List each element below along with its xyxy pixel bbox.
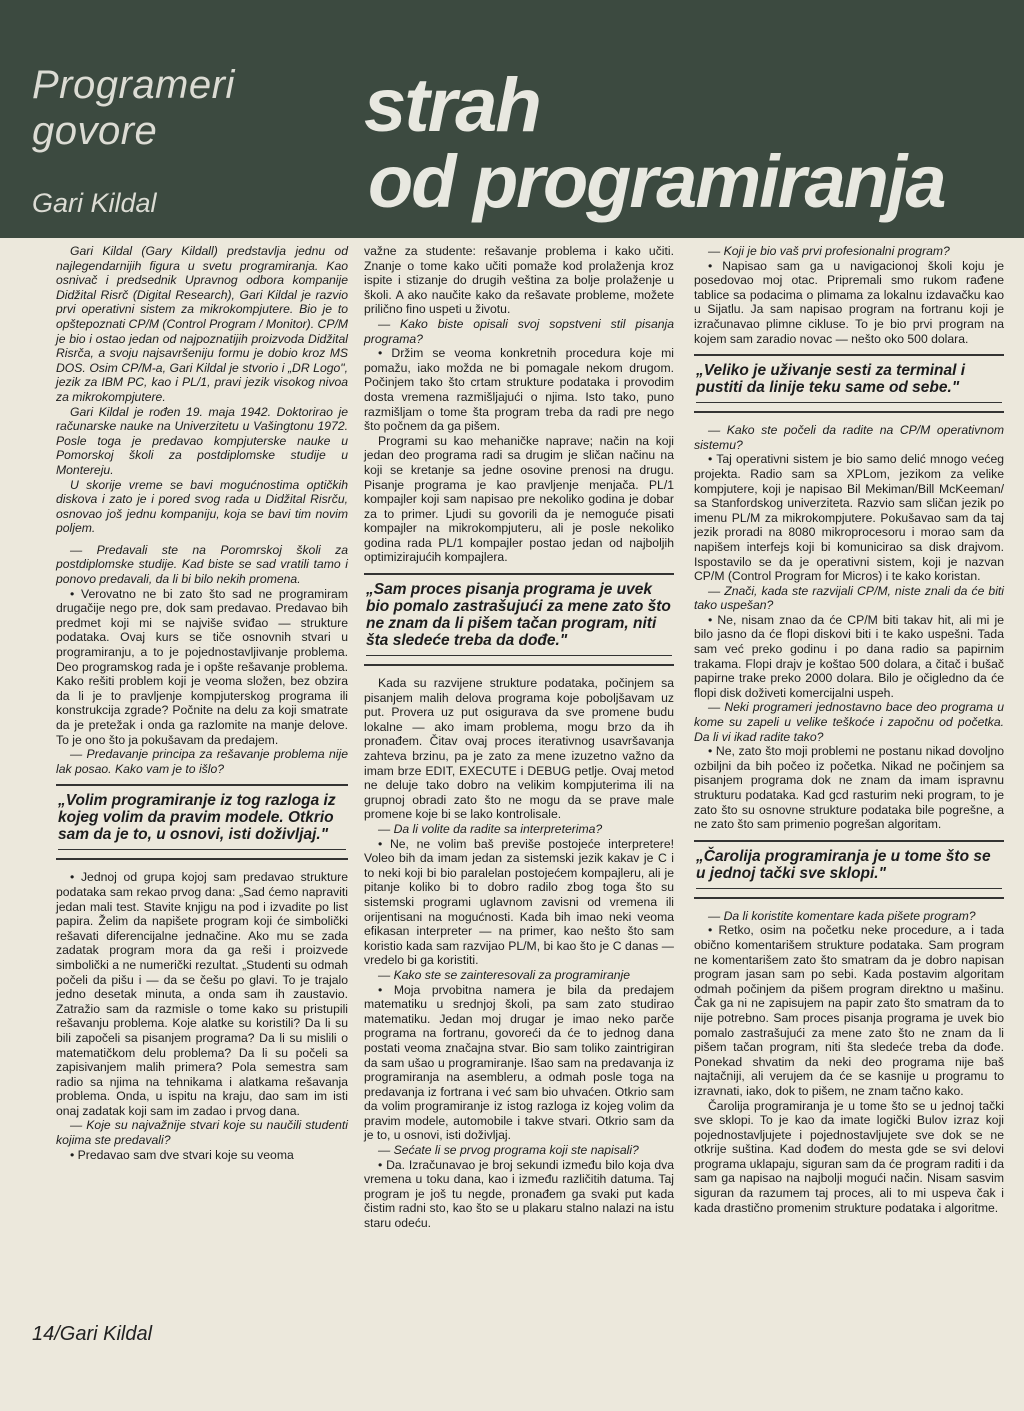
interview-question: — Kako ste počeli da radite na CP/M operativnom sistemu?	[694, 423, 1004, 452]
pull-quote: „Čarolija programiranja je u tome što se u jednoj tački sve sklopi."	[694, 840, 1004, 899]
interview-question: — Koji je bio vaš prvi profesionalni program?	[708, 244, 950, 258]
interview-question: — Kako biste opisali svoj sopstveni stil pisanja programa?	[364, 316, 674, 346]
interview-answer: • Moja prvobitna namera je bila da predajem matematiku u srednjoj školi, pa sam zato studirao matematiku. Jedan moj drugar je imao neko parče programa na fortranu, govoreći da će to jednog dana postati veoma značajna stvar. Bio sam toliko zaintrigiran da sam ušao u programiranje. Išao sam na predavanja iz programiranja na asembleru, a odmah posle toga na predavanja iz fortrana i već sam bio uhvaćen. Otkrio sam da volim programiranje iz istog razloga iz kojeg volim da pravim modele, automobile i takve stvari. Otkrio sam da je to, u osnovi, isti doživljaj.	[364, 982, 674, 1143]
interview-question: — Predavanje principa za rešavanje problema nije lak posao. Kako vam je to išlo?	[56, 747, 348, 776]
interview-answer: • Da. Izračunavao je broj sekundi između bilo koja dva vremena u toku dana, kao i između različitih datuma. Taj program je još tu negde, pronađem ga svaki put kada čistim radni sto, kao što se u plakaru stalno nalazi na istu staru odeću.	[364, 1157, 674, 1231]
header-author: Gari Kildal	[32, 188, 157, 218]
interview-answer: • Predavao sam dve stvari koje su veoma	[70, 1147, 294, 1162]
intro-paragraph: U skorije vreme se bavi mogućnostima optičkih diskova i zato je i pored svog rada u Didžital Risrču, osnovao još jednu kompaniju, koja se bavi tim novim poljem.	[56, 477, 348, 536]
interview-answer: Čarolija programiranja je u tome što se u jednoj tački sve sklopi. To je kao da imate logički Bulov izraz koji pojednostavljujete i pojednostavljujete sve dok se ne otkrije suština. Kad dođem do mesta gde se svi delovi programa uklapaju, siguran sam da će program raditi i da sam ga napisao na najbolji mogući način. Nisam sasvim siguran da razumem taj proces, ali to mi uspeva čak i kada drastično promenim strukture podataka i algoritme.	[694, 1098, 1004, 1215]
pull-quote: „Sam proces pisanja programa je uvek bio pomalo zastrašujući za mene zato što ne znam da li pišem tačan program, niti šta sledeće treba da dođe."	[364, 573, 674, 666]
intro-paragraph: Gari Kildal (Gary Kildall) predstavlja jednu od najlegendarnijih figura u svetu programiranja. Kao osnivač i predsednik Upravnog odbora kompanije Didžital Risrč (Digital Research), Gari Kildal je razvio prvi operativni sistem za mikrokompjutere. Bio je to opštepoznati CP/M (Control Program / Monitor). CP/M je bio i ostao jedan od najpoznatijih proizvoda Didžital Risrča, a svoju najsavršeniju formu je dobio kroz MS DOS. Osim CP/M-a, Gari Kildal je stvorio i „DR Logo", jezik za IBM PC, kao i PL/1, pravi jezik visokog nivoa za mikrokompjutere.	[56, 244, 348, 404]
pull-quote: „Veliko je uživanje sesti za terminal i pustiti da linije teku same od sebe."	[694, 354, 1004, 413]
interview-question: — Koje su najvažnije stvari koje su naučili studenti kojima ste predavali?	[56, 1118, 348, 1148]
interview-question: — Znači, kada ste razvijali CP/M, niste znali da će biti tako uspešan?	[694, 583, 1004, 613]
interview-answer: • Ne, ne volim baš previše postojeće interpretere! Voleo bih da imam jedan za sistemski jezik kakav je C i to neki koji bi bio paralelan postojećem kompajleru, ali je pitanje koliko bi to dobro radilo zbog toga što su sistemski programi uglavnom zavisni od vremena ili orijentisani na mogućnosti. Kada bih imao neki veoma efikasan interpreter — na primer, kao nešto što sam koristio kada sam razvijao PL/M, bi kao što je C danas — vredelo bi ga koristiti.	[364, 836, 674, 968]
interview-answer: • Ne, nisam znao da će CP/M biti takav hit, ali mi je bilo jasno da će flopi diskovi biti i te kako uspešni. Tada sam već preko godinu i po dana radio sa papirnim trakama. Flopi drajv je koštao 500 dolara, a čitač i bušač papirne trake preko 2000 dolara. Bilo je očigledno da će flopi disk doživeti komercijalni uspeh.	[694, 612, 1004, 700]
interview-answer: važne za studente: rešavanje problema i kako učiti. Znanje o tome kako učiti pomaže kod prolaženja kroz ispite i stizanje do drugih veština za bolje prolaženje u školi. A ako naučite kako da rešavate probleme, možete prilično fino uspeti u životu.	[364, 244, 674, 317]
headline-line-2: od programiranja	[368, 140, 945, 223]
interview-answer: • Retko, osim na početku neke procedure, a i tada obično komentarišem strukture podataka. Sam program ne komentarišem zato što smatram da je dobro napisan program jasan sam po sebi. Kada postavim algoritam odmah počinjem da pišem program direktno u mašinu. Čak ga ni ne zapisujem na papir zato što smatram da to nije potrebno. Sam proces pisanja programa je uvek bio pomalo zastrašujući za mene zato što ne znam da li pišem tačan program, niti šta sledeće treba da dođe. Ponekad shvatim da neki deo programa nije baš najtačniji, ali verujem da će se kasnije u programu to izravnati, iako, dok to pišem, ne znam tačno kako.	[694, 923, 1004, 1098]
interview-question: — Da li koristite komentare kada pišete program?	[708, 908, 976, 923]
interview-question: — Predavali ste na Poromrskoj školi za postdiplomske studije. Kad biste se sad vratili tamo i ponovo predavali, da li bi bilo nekih promena.	[56, 542, 348, 587]
interview-answer: • Taj operativni sistem je bio samo delić mnogo većeg projekta. Radio sam sa XPLom, jezikom za velike kompjutere, koji je napisao Bil Mekiman/Bill McKeeman/ sa Stanfordskog univerziteta. Razvio sam sličan jezik po imenu PL/M za mikrokompjutere. Pokušavao sam da taj jezik proradi na 8080 mikroprocesoru i morao sam da napišem interfejs koji bi komunicirao sa disk drajvom. Ispostavilo se da je operativni sistem, koji je nazvan CP/M (Control Program for Micros) i te kako koristan.	[694, 452, 1004, 584]
interview-question: — Sećate li se prvog programa koji ste napisali?	[378, 1143, 639, 1158]
interview-answer: Programi su kao mehaničke naprave; način na koji jedan deo programa radi sa drugim je sličan načinu na koji se kretanje sa jedne osovine prenosi na drugu. Pisanje programa je kao pravljenje menjača. PL/1 kompajler koji sam napisao pre nekoliko godina je dobar za to primer. Ljudi su govorili da je nemoguće pisati kompajler na mikrokompjuteru, ali je posle nekoliko godina rada PL/1 kompajler postao jedan od najboljih optimizirajućih kompajlera.	[364, 433, 674, 565]
interview-answer: • Verovatno ne bi zato što sad ne programiram drugačije nego pre, dok sam predavao. Predavao bih predmet koji mi se najviše sviđao — strukture podataka. Ovaj kurs se tiče osnovnih stvari u programiranju, a to je pojednostavljivanje problema. Deo programskog rada je i opšte rešavanje problema. Kako rešiti problem koji je veoma složen, bez obzira da li je to pravljenje kompjuterskog programa ili konstrukcija zgrade? Počnite na delu za koji smatrate da je pretežak i onda ga razlomite na manje delove. To je ono što ja pokušavam da predajem.	[56, 586, 348, 747]
column-1	[56, 244, 348, 1162]
interview-question: — Neki programeri jednostavno bace deo programa u kome su zapeli u velike teškoće i započnu od početka. Da li vi ikad radite tako?	[694, 700, 1004, 744]
pull-quote: „Volim programiranje iz tog razloga iz kojeg volim da pravim modele. Otkrio sam da je to, u osnovi, isti doživljaj."	[56, 784, 348, 860]
headline-line-1: strah	[364, 63, 540, 148]
column-2	[364, 244, 674, 1231]
interview-answer: • Držim se veoma konkretnih procedura koje mi pomažu, iako možda ne bi pomagale nekom drugom. Počinjem tako što crtam strukture podataka i provodim dosta vremena razmišljajući o njima. Isto tako, puno razmišljam o tome šta program treba da radi pre nego što počnem da ga pišem.	[364, 346, 674, 434]
page-folio: 14/Gari Kildal	[32, 1323, 153, 1345]
intro-paragraph: Gari Kildal je rođen 19. maja 1942. Doktorirao je računarske nauke na Univerzitetu u Vašingtonu 1972. Posle toga je predavao kompjuterske nauke u Pomorskoj školi za postdiplomske studije u Montereju.	[56, 404, 348, 477]
interview-answer: • Ne, zato što moji problemi ne postanu nikad dovoljno ozbiljni da bih počeo iz početka. Nikad ne počinjem sa pisanjem programa dok ne znam da imam ispravnu strukturu podataka. Kad gcd rasturim neki program, to je zato što su osnovne strukture podataka bile pogrešne, a ne zato što sam primenio pogrešan algoritam.	[694, 744, 1004, 832]
series-kicker	[32, 62, 352, 154]
interview-answer: Kada su razvijene strukture podataka, počinjem sa pisanjem malih delova programa koje poboljšavam uz put. Provera uz put osigurava da sve promene budu lokalne — ako imam problema, mogu brzo da ih pronađem. Čitav ovaj proces iterativnog usavršavanja zahteva brzinu, pa je zato za mene izuzetno važno da imam brze EDIT, EXECUTE i DEBUG petlje. Ovaj metod ne deluje tako dobro na velikim kompjuterima ili na grupnoj obradi zato što ne mogu da se prave male promene koje bi se lako kontrolisale.	[364, 676, 674, 822]
header-band	[0, 0, 1024, 238]
kicker-line-2: govore	[32, 109, 158, 153]
interview-question: — Da li volite da radite sa interpreterima?	[378, 822, 603, 836]
interview-answer: • Napisao sam ga u navigacionoj školi koju je posedovao moj otac. Pripremali smo rukom rađene tablice sa podacima o plimama za lokalnu izdavačku kao u Sijatlu. Ja sam napisao program na fortranu koji je izračunavao plimne cikluse. To je bio prvi program na kojem sam zaradio novac — nešto oko 500 dolara.	[694, 258, 1004, 346]
interview-answer: • Jednoj od grupa kojoj sam predavao strukture podataka sam rekao prvog dana: „Sad ćemo napraviti jedan mali test. Stavite knjigu na pod i izvadite po list papira. Želim da napišete program koji će simbolički rešavati diferencijalne jednačine. Ako mu se zada zadatak program mora da ga reši i proizvede simbolički a ne numerički rezultat. „Studenti su odmah počeli da pišu i — da se češu po glavi. To je trajalo jedno desetak minuta, a onda sam ih zaustavio. Zatražio sam da razmisle o tome kako su pristupili rešavanju problema. Koje alatke su koristili? Da li su bili započeli sa pisanjem programa? Da li su mislili o matematičkom delu problema? Da li su počeli sa zapisivanjem malih primera? Pola semestra sam radio sa njima na tehnikama i alatkama rešavanja problema. Onda, u ispitu na kraju, dao sam im isti onaj zadatak koji sam im zadao i prvog dana.	[56, 870, 348, 1118]
kicker-line-1: Programeri	[32, 63, 235, 107]
column-3	[694, 244, 1004, 1215]
interview-question: — Kako ste se zainteresovali za programiranje	[378, 967, 630, 982]
